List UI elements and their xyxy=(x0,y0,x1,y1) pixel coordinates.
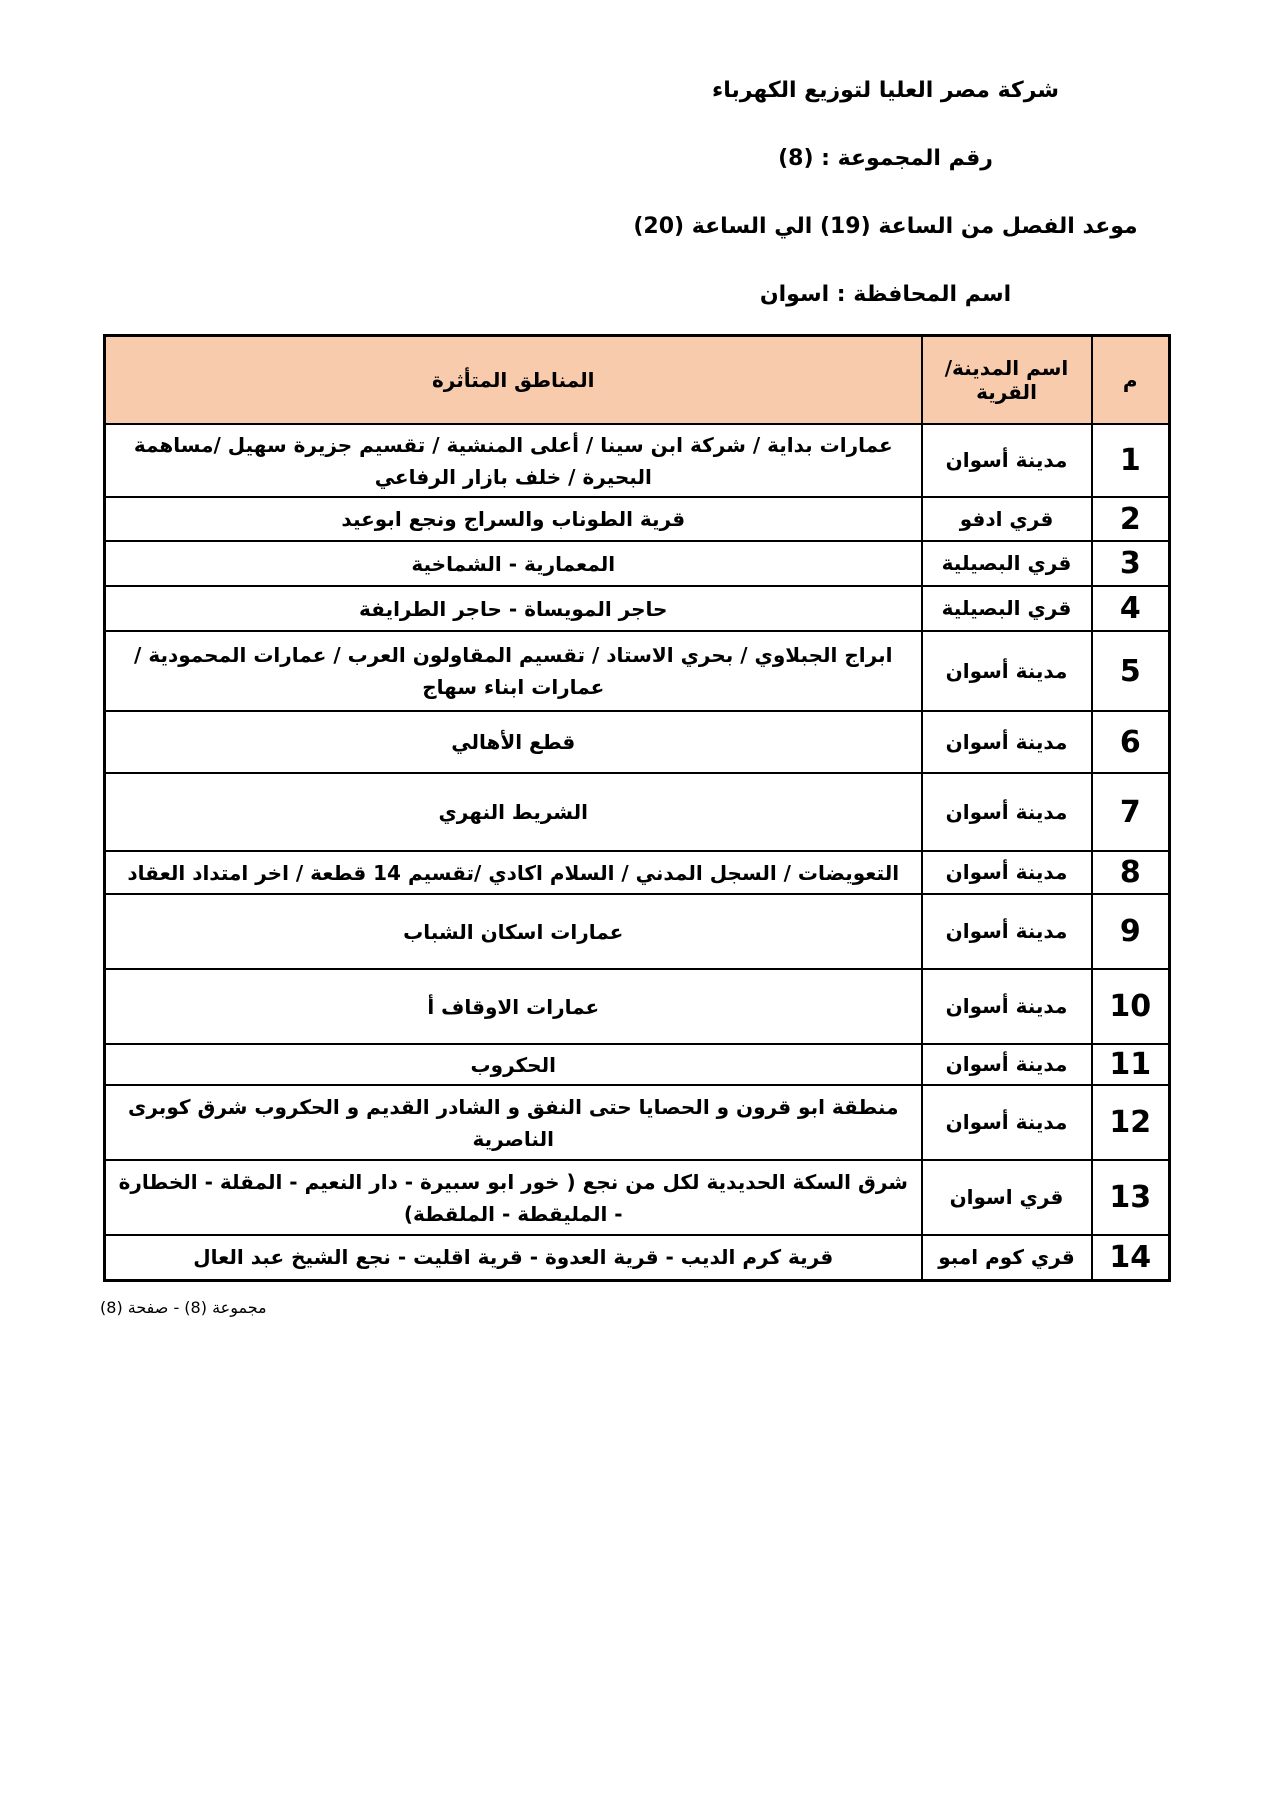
city-cell: مدينة أسوان xyxy=(922,1044,1092,1085)
areas-cell: منطقة ابو قرون و الحصايا حتى النفق و الشادر القديم و الحكروب شرق كوبرى الناصرية xyxy=(105,1085,922,1160)
areas-cell: عمارات بداية / شركة ابن سينا / أعلى المنشية / تقسيم جزيرة سهيل /مساهمة البحيرة / خلف بازار الرفاعي xyxy=(105,424,922,497)
city-cell: مدينة أسوان xyxy=(922,631,1092,711)
table-row xyxy=(105,1085,1170,1160)
table-row xyxy=(105,497,1170,541)
areas-cell: قرية الطوناب والسراج ونجع ابوعيد xyxy=(105,497,922,541)
table-row xyxy=(105,424,1170,497)
city-cell: مدينة أسوان xyxy=(922,1085,1092,1160)
col-header-areas: المناطق المتأثرة xyxy=(105,336,922,425)
table-row xyxy=(105,894,1170,969)
page-footer: مجموعة (8) - صفحة (8) xyxy=(100,1298,267,1317)
city-cell: قري البصيلية xyxy=(922,541,1092,586)
city-cell: قري البصيلية xyxy=(922,586,1092,631)
row-number-cell: 9 xyxy=(1092,894,1170,969)
group-number-line: رقم المجموعة : (8) xyxy=(778,146,993,171)
table-row xyxy=(105,1044,1170,1085)
city-cell: مدينة أسوان xyxy=(922,773,1092,851)
city-cell: قري اسوان xyxy=(922,1160,1092,1235)
col-header-city: اسم المدينة/ القرية xyxy=(922,336,1092,425)
city-cell: مدينة أسوان xyxy=(922,711,1092,773)
areas-cell: التعويضات / السجل المدني / السلام اكادي /تقسيم 14 قطعة / اخر امتداد العقاد xyxy=(105,851,922,894)
table-row xyxy=(105,1160,1170,1235)
row-number-cell: 6 xyxy=(1092,711,1170,773)
row-number-cell: 8 xyxy=(1092,851,1170,894)
table-header-row xyxy=(105,336,1170,425)
row-number-cell: 10 xyxy=(1092,969,1170,1044)
table-row xyxy=(105,586,1170,631)
areas-cell: حاجر المويساة - حاجر الطرايفة xyxy=(105,586,922,631)
city-cell: مدينة أسوان xyxy=(922,424,1092,497)
company-title: شركة مصر العليا لتوزيع الكهرباء xyxy=(711,78,1060,103)
row-number-cell: 14 xyxy=(1092,1235,1170,1280)
row-number-cell: 5 xyxy=(1092,631,1170,711)
areas-cell: الحكروب xyxy=(105,1044,922,1085)
table-row xyxy=(105,969,1170,1044)
row-number-cell: 3 xyxy=(1092,541,1170,586)
table-row xyxy=(105,711,1170,773)
outage-time-line: موعد الفصل من الساعة (19) الي الساعة (20) xyxy=(633,214,1138,239)
city-cell: قري ادفو xyxy=(922,497,1092,541)
row-number-cell: 1 xyxy=(1092,424,1170,497)
areas-cell: المعمارية - الشماخية xyxy=(105,541,922,586)
governorate-line: اسم المحافظة : اسوان xyxy=(759,282,1012,307)
city-cell: قري كوم امبو xyxy=(922,1235,1092,1280)
row-number-cell: 13 xyxy=(1092,1160,1170,1235)
areas-cell: شرق السكة الحديدية لكل من نجع ( خور ابو سبيرة - دار النعيم - المقلة - الخطارة - المليقطة - الملقطة) xyxy=(105,1160,922,1235)
areas-cell: قرية كرم الديب - قرية العدوة - قرية اقليت - نجع الشيخ عبد العال xyxy=(105,1235,922,1280)
city-cell: مدينة أسوان xyxy=(922,894,1092,969)
row-number-cell: 11 xyxy=(1092,1044,1170,1085)
table-row xyxy=(105,631,1170,711)
table-row xyxy=(105,1235,1170,1280)
areas-cell: عمارات الاوقاف أ xyxy=(105,969,922,1044)
areas-cell: ابراج الجبلاوي / بحري الاستاد / تقسيم المقاولون العرب / عمارات المحمودية / عمارات ابناء سهاج xyxy=(105,631,922,711)
row-number-cell: 7 xyxy=(1092,773,1170,851)
areas-cell: عمارات اسكان الشباب xyxy=(105,894,922,969)
table-row xyxy=(105,773,1170,851)
row-number-cell: 2 xyxy=(1092,497,1170,541)
col-header-num: م xyxy=(1092,336,1170,425)
row-number-cell: 4 xyxy=(1092,586,1170,631)
table-row xyxy=(105,851,1170,894)
areas-cell: قطع الأهالي xyxy=(105,711,922,773)
row-number-cell: 12 xyxy=(1092,1085,1170,1160)
city-cell: مدينة أسوان xyxy=(922,851,1092,894)
city-cell: مدينة أسوان xyxy=(922,969,1092,1044)
areas-cell: الشريط النهري xyxy=(105,773,922,851)
outage-schedule-table xyxy=(103,334,1171,1282)
table-row xyxy=(105,541,1170,586)
